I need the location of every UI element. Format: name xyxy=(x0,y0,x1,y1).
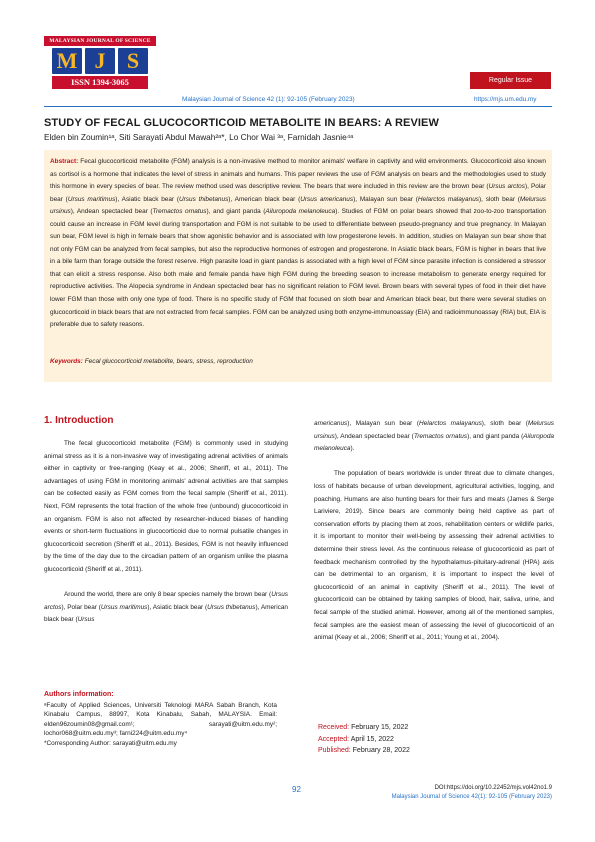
received-date: February 15, 2022 xyxy=(351,724,409,731)
species-name: Ursus maritimus xyxy=(67,195,116,203)
species-name: Ursus arctos xyxy=(488,183,525,191)
keywords-line xyxy=(50,358,546,365)
abstract-body xyxy=(50,158,546,328)
corresponding-author: *Corresponding Author: sarayati@uitm.edu.my xyxy=(44,739,177,747)
right-column-text xyxy=(314,418,554,657)
species-name: Ursus americanus xyxy=(300,195,354,203)
accepted-date: April 15, 2022 xyxy=(350,735,394,743)
doi-link[interactable]: DOI:https://doi.org/10.22452/mjs.vol42no1.9 xyxy=(434,785,552,791)
text-run: ), Polar bear ( xyxy=(50,183,546,203)
text-run: ). xyxy=(350,445,355,453)
text-run: ), sloth bear ( xyxy=(479,195,520,203)
text-run: ), Asiatic black bear ( xyxy=(147,603,208,611)
text-run: Around the world, there are only 8 bear species namely the brown bear ( xyxy=(64,591,272,599)
affiliation-text: ᵃFaculty of Applied Sciences, Universiti Teknologi MARA Sabah Branch, Kota Kinabalu Campus, 88997, Kota Kinabalu, Sabah, MALAYSIA. Email: elden96zoumin08@gmail.com¹; sarayati@uitm.edu.my²; lochor068@uitm.edu.my³; farni224@uitm.edu.my⁴ xyxy=(44,701,277,738)
species-name: Tremactos ornatus xyxy=(152,208,207,216)
species-name: Ailuropoda melanoleuca xyxy=(265,208,336,216)
abstract-text xyxy=(50,156,546,332)
logo-letter-m: M xyxy=(52,48,82,74)
species-name: Helarctos malayanus xyxy=(418,420,482,427)
species-name: Ursus thibetanus xyxy=(207,603,256,611)
species-name: Ursus maritimus xyxy=(100,603,148,611)
section-heading-introduction: 1. Introduction xyxy=(44,415,114,426)
abstract-label: Abstract: xyxy=(50,158,79,165)
paragraph xyxy=(44,438,288,577)
text-run: ), Andean spectacled bear ( xyxy=(334,432,414,440)
logo-journal-name: MALAYSIAN JOURNAL OF SCIENCE xyxy=(44,36,156,46)
text-run: ), Asiatic black bear ( xyxy=(115,195,179,203)
logo-issn: ISSN 1394-3065 xyxy=(52,76,148,89)
text-run: ), and giant panda ( xyxy=(467,432,524,440)
article-authors: Elden bin Zoumin¹ᵃ, Siti Sarayati Abdul Mawah²ᵃ*, Lo Chor Wai ³ᵃ, Farnidah Jasnie⁴ᵃ xyxy=(44,132,354,142)
species-name: Helarctos malayanus xyxy=(417,195,479,203)
published-label: Published: xyxy=(318,747,351,755)
logo-letter-j: J xyxy=(85,48,115,74)
left-column-text xyxy=(44,438,288,640)
received-label: Received: xyxy=(318,724,350,731)
journal-url-link[interactable]: https://mjs.um.edu.my xyxy=(474,96,537,103)
text-run: Fecal glucocorticoid metabolite (FGM) analysis is a non-invasive method to monitor animals' welfare in captivity and wild environments. Glucocorticoid also known as cortisol is a hormone that indicates the level of stress in animals and humans. This paper reviews the use of FGM analysis on bears and the methodologies used to study this hormone in every species of bear. The review method used was descriptive review. The bears that were included in this review are the brown bear ( xyxy=(50,158,546,191)
species-name: Ailuropoda melanoleuca xyxy=(314,432,554,453)
paragraph xyxy=(44,589,288,627)
species-name: Melursus ursinus xyxy=(314,420,554,440)
text-run: ), Malayan sun bear ( xyxy=(353,195,418,203)
logo-letter-s: S xyxy=(118,48,148,74)
paragraph xyxy=(314,468,554,644)
text-run: ), Polar bear ( xyxy=(61,603,101,611)
received-date-row xyxy=(318,722,410,734)
journal-logo xyxy=(44,36,156,92)
article-title: STUDY OF FECAL GLUCOCORTICOID METABOLITE IN BEARS: A REVIEW xyxy=(44,117,439,129)
species-name: Tremactos ornatus xyxy=(413,432,468,440)
text-run: ). Studies of FGM on polar bears showed that zoo-to-zoo transportation could cause an increase in FGM level during transportation and FGM is not suitable to be used to differentiate between pseudo-pregnancy and true pregnancy. In Malayan sun bear, FGM level is high in female bears that show agonistic behavior and is associated with low progesterone levels. In addition, studies on Malayan sun bear show that not only FGM can be analyzed from fecal samples, but also the reproductive hormones of estrogen and progesterone. In Asiatic black bears, FGM is higher in bears that live in a bile farm than forage outside the forest reserve. High parasite load in giant pandas is associated with a high level of FGM since parasite infection is considered a stressor that can elicit a stress response. Also both male and female panda have high FGM during the breeding season to increase metabolism to generate energy required for reproductive activities. The Alopecia syndrome in Andean spectacled bear has no significant relation to FGM level. Brown bears with several types of food in their diet have lower FGM than those with only one type of food. There is no specific study of FGM that focused on sloth bear and American black bear, but there were several studies on glucocorticoid in black bears that are not extracted from fecal samples. FGM can be analyzed using both enzyme-immunoassay (EIA) and radioimmunoassay (RIA) but, EIA is preferable due to safety reasons. xyxy=(50,208,547,329)
regular-issue-badge: Regular Issue xyxy=(470,72,551,89)
text-run: ), sloth bear ( xyxy=(481,420,528,427)
keywords-text: Fecal glucocorticoid metabolite, bears, stress, reproduction xyxy=(82,358,253,365)
text-run: ), American black bear ( xyxy=(228,195,301,203)
footer-journal-citation: Malaysian Journal of Science 42(1): 92-105 (February 2023) xyxy=(391,794,552,800)
accepted-label: Accepted: xyxy=(318,735,350,743)
accepted-date-row xyxy=(318,734,410,746)
text-run: ), American black bear ( xyxy=(44,603,289,624)
species-name: Ursus xyxy=(77,616,95,624)
page-number: 92 xyxy=(292,785,301,794)
species-name: Melursus ursinus xyxy=(50,195,547,216)
text-run: ), Andean spectacled bear ( xyxy=(70,208,153,216)
published-date: February 28, 2022 xyxy=(352,747,410,755)
abstract-box xyxy=(44,150,552,382)
header-divider xyxy=(44,106,552,107)
authors-information xyxy=(44,690,277,749)
species-name: americanus xyxy=(314,420,348,427)
text-run: The population of bears worldwide is under threat due to climate changes, loss of habitats because of urban development, agricultural activities, logging, and poaching. Humans are also hunting bears for their furs and meats (James & Serge Lariviere, 2019). Since bears are commonly being held captive as part of conservation efforts by placing them at zoos, rehabilitation centers or wildlife parks, it is important to monitor their well-being by assessing their adrenal activities to determine their stress level. As the continuous release of glucocorticoid as part of feedback mechanism controlled by the hypothalamus-pituitary-adrenal (HPA) axis can be detrimental to an organism, it is important to inspect the level of glucocorticoid of an animal in captivity (Sheriff et al., 2011). The level of glucocorticoid can be obtained by taking samples of blood, hair, saliva, urine, and fecal sample of the studied animal. However, among all of the mentioned samples, fecal samples are the easiest mean of assessing the level of glucocorticoid of an animal (Keay et al., 2006; Sheriff et al., 2011; Young et al., 2004). xyxy=(314,470,554,642)
text-run: The fecal glucocorticoid metabolite (FGM) is commonly used in studying animal stress as it is a non-invasive way of investigating adrenal activities of animals either in captivity or free-ranging (Keay et al., 2006; Sheriff, et al., 2011). The advantages of using FGM in monitoring animals' adrenal activities are that samples can be collected easily as FGM comes from the fecal sample (Sheriff et al., 2011). Next, FGM represents the total fraction of the whole free (unbound) glucocorticoid in an organism. FGM is also not affected by researcher-induced biases of handling events or short-term fluctuations in glucocorticoid due to normal pulsatile changes in glucocorticoid secretion (Sheriff et al., 2011). Besides, FGM is not heavily influenced by the time of the day due to the circadian pattern of an organism unlike the plasma glucocorticoid (Sheriff et al., 2011). xyxy=(44,440,288,573)
logo-letters xyxy=(50,48,150,74)
text-run: ), Malayan sun bear ( xyxy=(347,420,419,427)
species-name: Ursus thibetanus xyxy=(179,195,229,203)
article-dates xyxy=(318,722,410,757)
authors-info-title: Authors information: xyxy=(44,691,114,698)
journal-citation-header: Malaysian Journal of Science 42 (1): 92-105 (February 2023) xyxy=(182,96,355,103)
published-date-row xyxy=(318,745,410,757)
species-name: Ursus arctos xyxy=(44,591,288,611)
keywords-label: Keywords: xyxy=(50,358,83,365)
text-run: ), and giant panda ( xyxy=(206,208,266,216)
paragraph xyxy=(314,418,554,456)
